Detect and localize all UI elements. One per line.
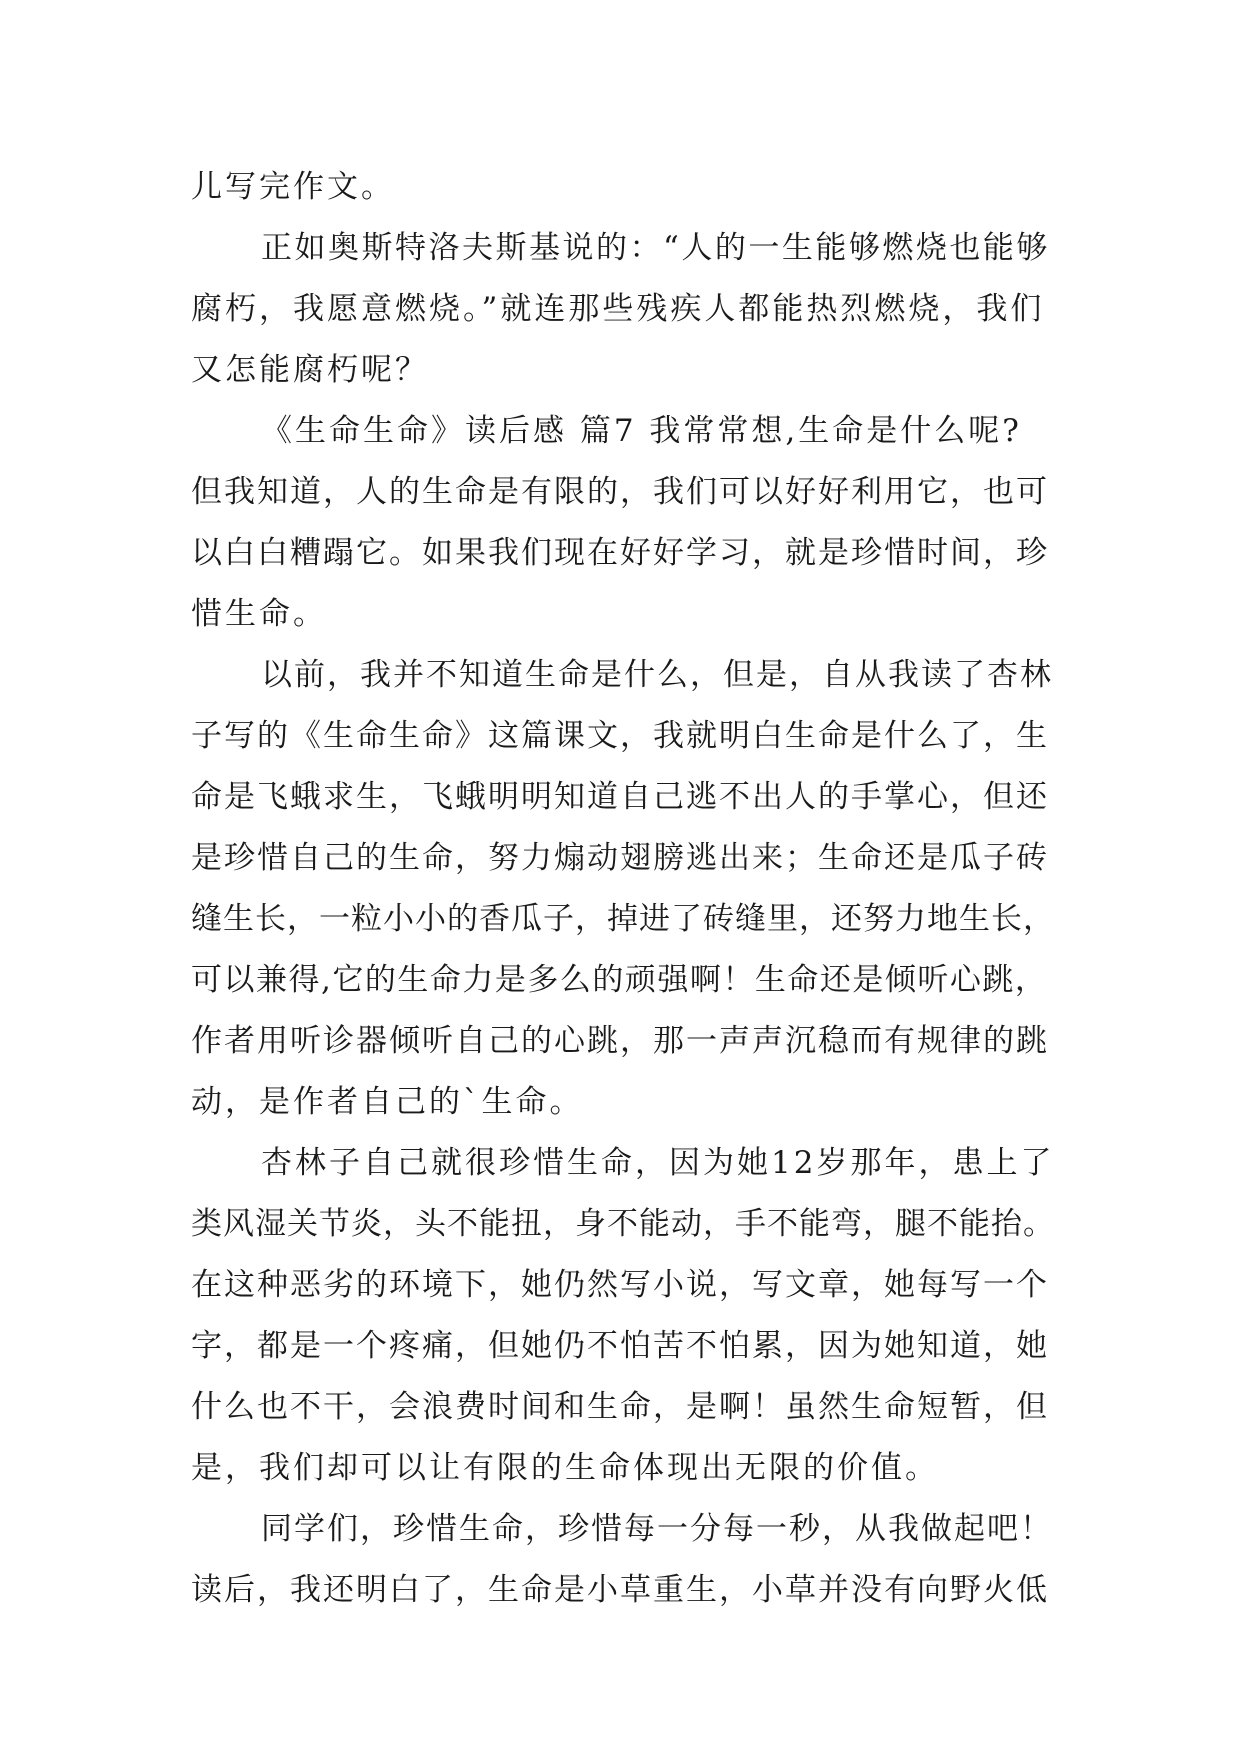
text-line: 惜生命。 [191, 596, 327, 632]
text-line: 同学们，珍惜生命，珍惜每一分每一秒，从我做起吧！ [261, 1511, 1053, 1547]
text-line: 儿写完作文。 [191, 169, 395, 205]
text-line: 又怎能腐朽呢？ [191, 352, 429, 388]
text-line: 但我知道，人的生命是有限的，我们可以好好利用它，也可 [191, 474, 1049, 510]
text-line: 是，我们却可以让有限的生命体现出无限的价值。 [191, 1450, 939, 1486]
text-line: 作者用听诊器倾听自己的心跳，那一声声沉稳而有规律的跳 [191, 1023, 1049, 1059]
text-line: 杏林子自己就很珍惜生命，因为她12岁那年，患上了 [261, 1145, 1055, 1181]
text-line: 《生命生命》读后感 篇7 我常常想,生命是什么呢? [261, 413, 1022, 449]
text-line: 腐朽，我愿意燃烧。”就连那些残疾人都能热烈燃烧，我们 [191, 291, 1045, 327]
text-line: 可以兼得,它的生命力是多么的顽强啊！生命还是倾听心跳， [191, 962, 1048, 998]
text-line: 以白白糟蹋它。如果我们现在好好学习，就是珍惜时间，珍 [191, 535, 1049, 571]
text-line: 正如奥斯特洛夫斯基说的：“人的一生能够燃烧也能够 [261, 230, 1050, 266]
text-line: 在这种恶劣的环境下，她仍然写小说，写文章，她每写一个 [191, 1267, 1049, 1303]
text-line: 子写的《生命生命》这篇课文，我就明白生命是什么了，生 [191, 718, 1049, 754]
text-line: 什么也不干，会浪费时间和生命，是啊！虽然生命短暂，但 [191, 1389, 1049, 1425]
text-line: 读后，我还明白了，生命是小草重生，小草并没有向野火低 [191, 1572, 1049, 1608]
text-line: 缝生长，一粒小小的香瓜子，掉进了砖缝里，还努力地生长， [191, 901, 1055, 937]
text-line: 字，都是一个疼痛，但她仍不怕苦不怕累，因为她知道，她 [191, 1328, 1049, 1364]
text-line: 命是飞蛾求生，飞蛾明明知道自己逃不出人的手掌心，但还 [191, 779, 1049, 815]
text-line: 是珍惜自己的生命，努力煽动翅膀逃出来；生命还是瓜子砖 [191, 840, 1049, 876]
document-body [191, 157, 1057, 1621]
text-line: 类风湿关节炎，头不能扭，身不能动，手不能弯，腿不能抬。 [191, 1206, 1055, 1242]
text-line: 动，是作者自己的`生命。 [191, 1084, 584, 1120]
text-line: 以前，我并不知道生命是什么，但是，自从我读了杏林 [261, 657, 1053, 693]
